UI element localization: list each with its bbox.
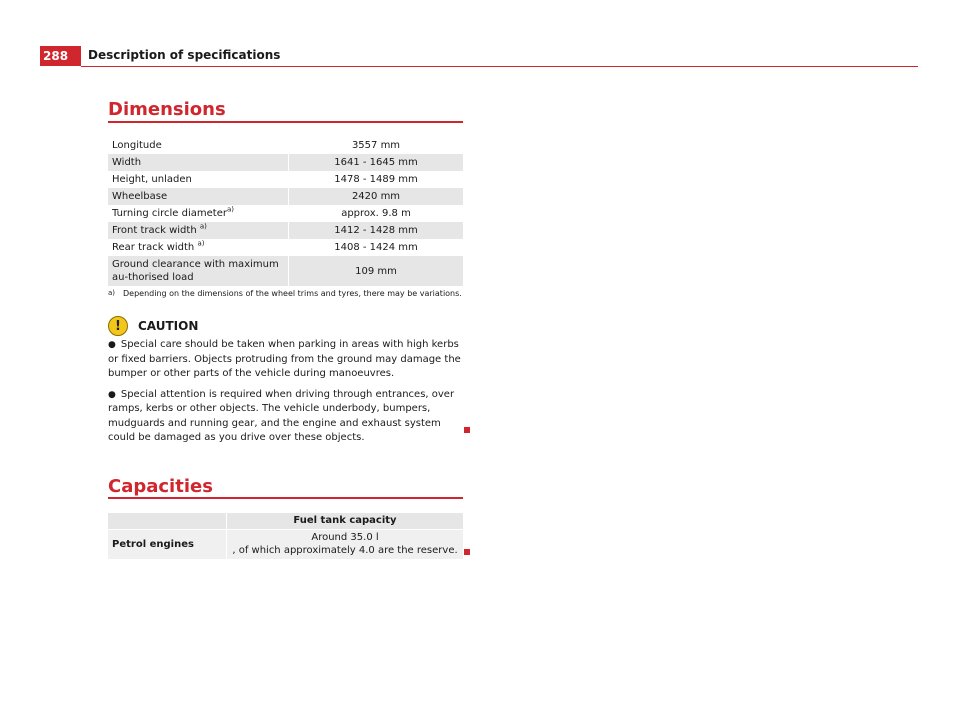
row-label: Front track width $^{a)}$ [112, 222, 207, 236]
table-row [108, 171, 463, 188]
caution-item: ● Special care should be taken when parking in areas with high kerbs or fixed barriers. Objects protruding from the ground may damage the bumper or other parts of the vehicle during manoeuvres. [108, 339, 461, 379]
row-label: Wheelbase [112, 191, 168, 202]
page-header [40, 46, 918, 68]
header-rule [81, 66, 918, 67]
section-end-icon [464, 549, 470, 555]
table-row [108, 188, 463, 205]
dimensions-table [108, 137, 463, 286]
caution-label: CAUTION [138, 319, 199, 333]
row-label: Longitude [112, 140, 162, 151]
table-row [108, 222, 463, 239]
row-value: 3557 mm [351, 140, 401, 151]
footnote [108, 289, 468, 298]
row-label: Width [112, 157, 142, 168]
row-label: Petrol engines [112, 539, 194, 550]
capacities-rule [108, 497, 463, 499]
table-row [108, 256, 463, 286]
bullet-icon: ● [108, 340, 116, 350]
row-value: Around 35.0 l , of which approximately 4.0 are the reserve. [232, 532, 458, 556]
warning-icon: ! [108, 316, 128, 336]
bullet-icon: ● [108, 389, 116, 400]
row-value: approx. 9.8 m [341, 208, 411, 219]
row-label: Height, unladen [112, 174, 192, 185]
row-label: Rear track width $^{a)}$ [112, 239, 205, 253]
row-label: Ground clearance with maximum au-thorised load [112, 259, 279, 283]
footnote-text: Depending on the dimensions of the wheel trims and tyres, there may be variations. [123, 289, 462, 298]
row-value: 2420 mm [351, 191, 401, 202]
page-number: 288 [40, 46, 81, 66]
table-row [108, 154, 463, 171]
footnote-mark: a) [108, 289, 116, 297]
footnote-ref: a) [226, 205, 234, 214]
row-label: Turning circle diameter$^{a)}$ [112, 205, 234, 219]
footnote-ref: a) [197, 239, 205, 248]
footnote-ref: a) [199, 222, 207, 231]
row-value: 109 mm [355, 265, 397, 277]
table-row [108, 239, 463, 256]
row-value: 1408 - 1424 mm [334, 242, 418, 253]
row-value: 1641 - 1645 mm [334, 157, 418, 168]
row-value: 1478 - 1489 mm [334, 174, 418, 185]
dimensions-title: Dimensions [108, 99, 226, 120]
dimensions-rule [108, 121, 463, 123]
caution-body [108, 338, 464, 452]
section-end-icon [464, 427, 470, 433]
capacities-table [108, 513, 463, 559]
table-row [108, 205, 463, 222]
caution-header [108, 314, 198, 338]
row-value: 1412 - 1428 mm [334, 225, 418, 236]
capacities-title: Capacities [108, 476, 213, 497]
table-row [108, 530, 463, 559]
column-header: Fuel tank capacity [293, 515, 397, 526]
table-header [108, 513, 463, 529]
header-title: Description of specifications [88, 48, 281, 62]
caution-item: ● Special attention is required when driving through entrances, over ramps, kerbs or other objects. The vehicle underbody, bumpers, mudguards and running gear, and the engine and exhaust system could be damaged as you drive over these objects. [108, 388, 455, 443]
table-row [108, 137, 463, 154]
